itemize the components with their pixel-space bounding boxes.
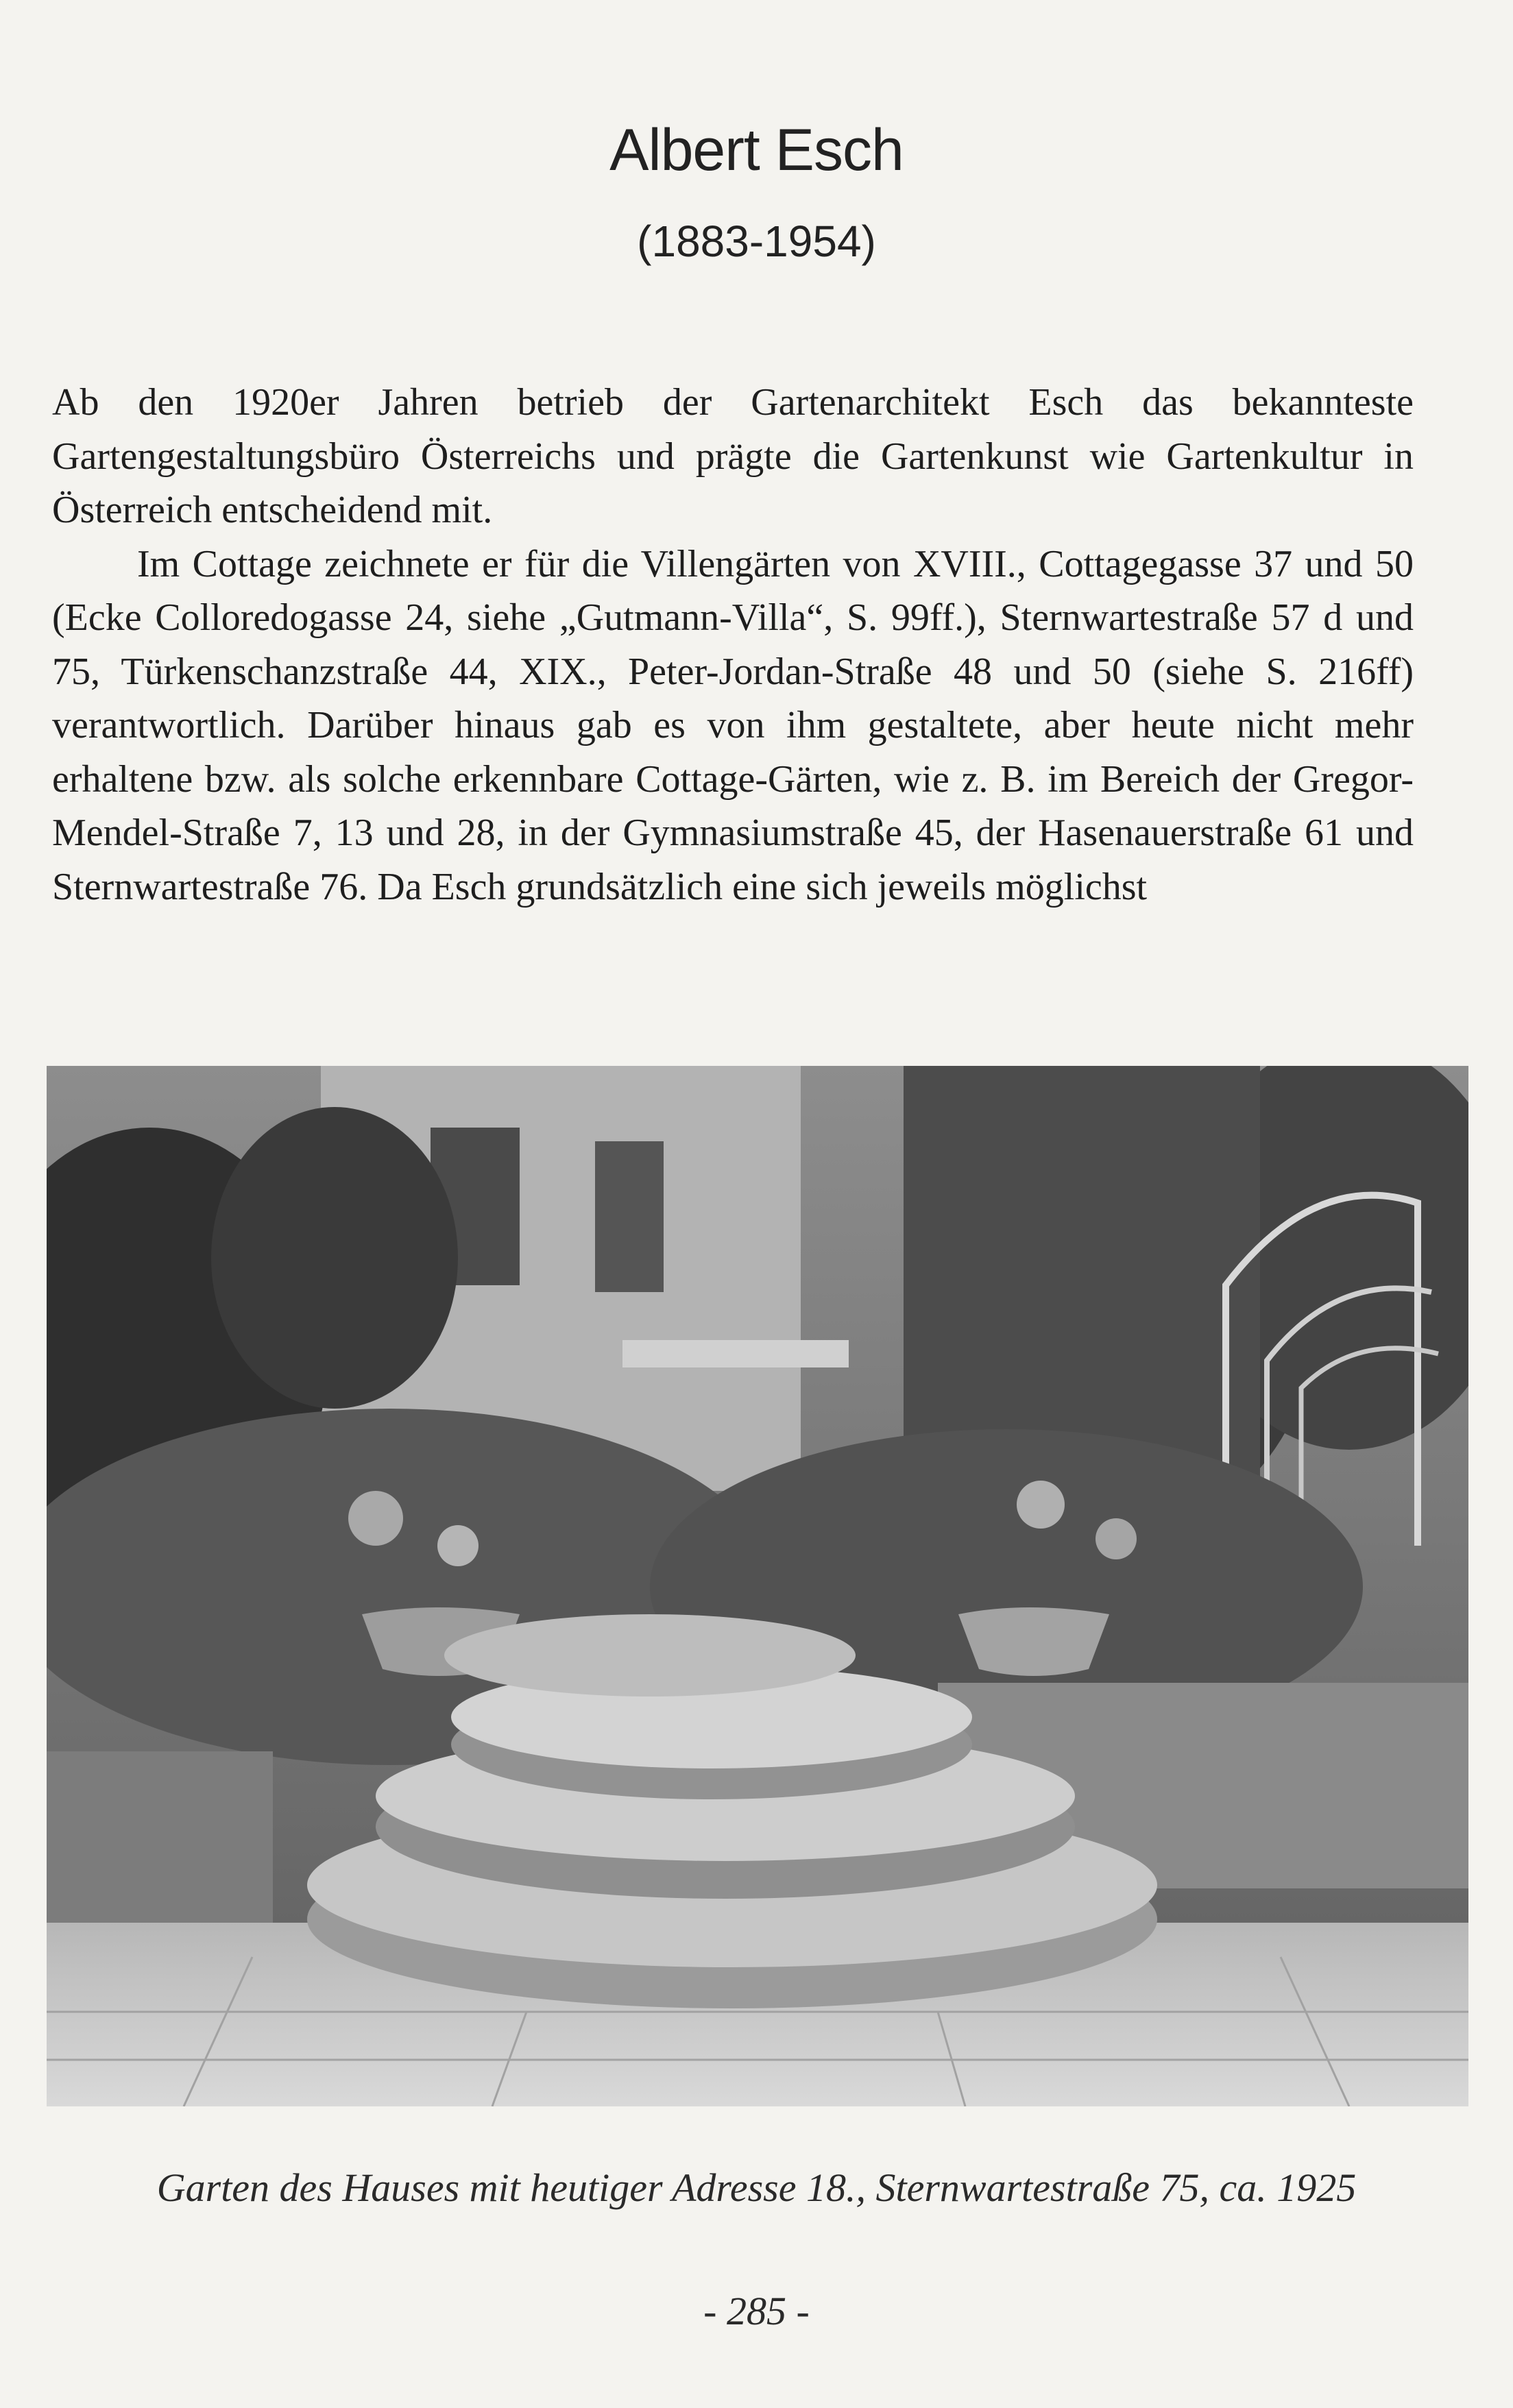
paragraph: Ab den 1920er Jahren betrieb der Gartenarchitekt Esch das bekannteste Gartengestaltungsbüro Österreichs und prägte die Gartenkunst wie Gartenkultur in Österreich entscheidend mit.	[52, 381, 1414, 531]
photo-caption: Garten des Hauses mit heutiger Adresse 18., Sternwartestraße 75, ca. 1925	[156, 2165, 1357, 2210]
life-years: (1883-1954)	[637, 217, 876, 266]
page-title: Albert Esch	[609, 117, 904, 183]
page-number: - 285 -	[703, 2289, 810, 2333]
garden-photograph	[47, 1066, 1468, 2106]
body-text	[52, 376, 1414, 914]
paragraph: Im Cottage zeichnete er für die Villengärten von XVIII., Cottagegasse 37 und 50 (Ecke Colloredogasse 24, siehe „Gutmann-Villa“, S. 99ff.), Sternwartestraße 57 d und 75, Türkenschanzstraße 44, XIX., Peter-Jordan-Straße 48 und 50 (siehe S. 216ff) verantwortlich. Darüber hinaus gab es von ihm gestaltete, aber heute nicht mehr erhaltene bzw. als solche erkennbare Cottage-Gärten, wie z. B. im Bereich der Gregor-Mendel-Straße 7, 13 und 28, in der Gymnasiumstraße 45, der Hasenauerstraße 61 und Sternwartestraße 76. Da Esch grundsätzlich eine sich jeweils möglichst	[52, 542, 1414, 908]
